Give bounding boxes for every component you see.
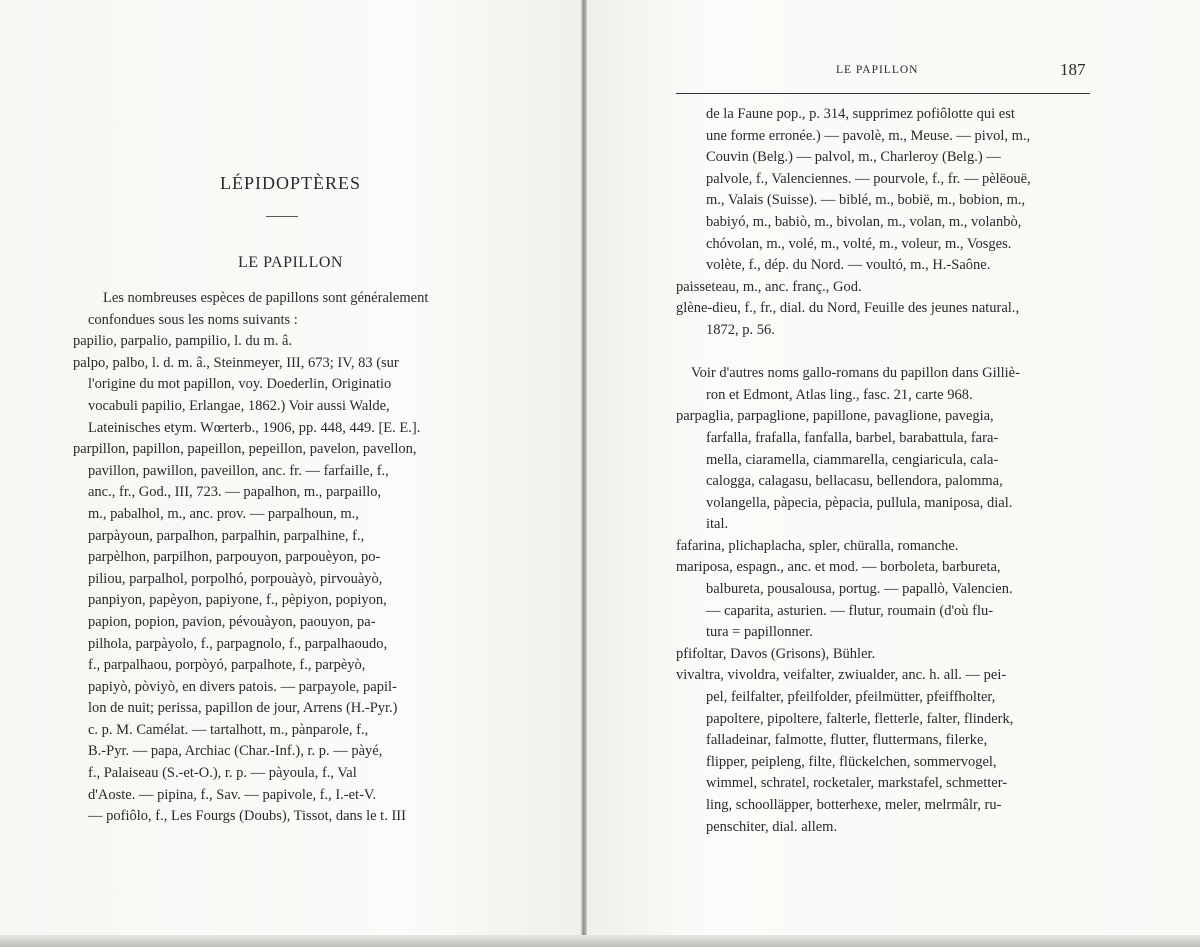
text-line: d'Aoste. — pipina, f., Sav. — papivole, f., I.-et-V. [88,786,377,803]
text-line: falladeinar, falmotte, flutter, fluttermans, filerke, [706,732,988,749]
text-line: ital. [706,516,729,533]
text-line: penschiter, dial. allem. [706,818,838,835]
text-line: lon de nuit; perissa, papillon de jour, Arrens (H.-Pyr.) [88,700,398,717]
text-line: pfifoltar, Davos (Grisons), Bühler. [676,645,876,662]
text-line: f., parpalhaou, porpòyó, parpalhote, f., parpèyò, [88,657,366,674]
text-line: papilio, parpalio, pampilio, l. du m. â. [73,333,293,350]
text-line: pilhola, parpàyolo, f., parpagnolo, f., parpalhaoudo, [88,635,388,652]
text-line: balbureta, pousalousa, portug. — papallò, Valencien. [706,581,1013,598]
text-line: pel, feilfalter, pfeilfolder, pfeilmütter, pfeiffholter, [706,689,996,706]
title-divider [266,216,298,217]
text-line: l'origine du mot papillon, voy. Doederlin, Originatio [88,376,392,393]
text-line: piliou, parpalhol, porpolhó, porpouàyò, pirvouàyò, [88,570,383,587]
text-line: parpaglia, parpaglione, papillone, pavaglione, pavegia, [676,408,994,425]
running-head: LE PAPILLON [836,64,919,76]
text-line: m., pabalhol, m., anc. prov. — parpalhoun, m., [88,505,359,522]
text-line: — caparita, asturien. — flutur, roumain (d'où flu- [706,602,994,619]
text-line: une forme erronée.) — pavolè, m., Meuse. — pivol, m., [706,127,1031,144]
text-line: paisseteau, m., anc. franç., God. [676,278,862,295]
text-line: confondues sous les noms suivants : [88,311,298,328]
text-line: c. p. M. Camélat. — tartalhott, m., pànparole, f., [88,721,369,738]
text-line: vocabuli papilio, Erlangae, 1862.) Voir aussi Walde, [88,397,390,414]
text-line: tura = papillonner. [706,624,813,641]
text-line: — pofiôlo, f., Les Fourgs (Doubs), Tissot, dans le t. III [88,808,406,825]
text-line: palpo, palbo, l. d. m. â., Steinmeyer, III, 673; IV, 83 (sur [73,354,399,371]
text-line: vivaltra, vivoldra, veifalter, zwiualder, anc. h. all. — pei- [676,667,1007,684]
text-line: mella, ciaramella, ciammarella, cengiaricula, cala- [706,451,999,468]
text-line: papoltere, pipoltere, falterle, fletterle, falter, flinderk, [706,710,1014,727]
text-line: babiyó, m., babiò, m., bivolan, m., volan, m., volanbò, [706,213,1022,230]
text-line: fafarina, plichaplacha, spler, chüralla, romanche. [676,537,959,554]
text-line: 1872, p. 56. [706,321,775,338]
text-line: anc., fr., God., III, 723. — papalhon, m., parpaillo, [88,484,382,501]
chapter-title: LE PAPILLON [238,254,343,271]
left-page-text [73,288,513,828]
text-line: calogga, calagasu, bellacasu, bellendora, palomma, [706,473,1003,490]
header-rule [676,93,1090,94]
text-line: volangella, pàpecia, pèpacia, pullula, maniposa, dial. [706,494,1013,511]
text-line: ron et Edmont, Atlas ling., fasc. 21, carte 968. [706,386,973,403]
text-line: palvole, f., Valenciennes. — pourvole, f., fr. — pèlëouë, [706,170,1031,187]
text-line: m., Valais (Suisse). — biblé, m., bobië, m., bobion, m., [706,192,1026,209]
text-line: ling, schoolläpper, botterhexe, meler, melrmâlr, ru- [706,797,1002,813]
text-line: Couvin (Belg.) — palvol, m., Charleroy (Belg.) — [706,149,1001,166]
text-line: Voir d'autres noms gallo-romans du papillon dans Gilliè- [691,365,1020,382]
page-bottom-edge [0,935,1200,947]
text-line: glène-dieu, f., fr., dial. du Nord, Feuille des jeunes natural., [676,300,1020,317]
text-line: parpèlhon, parpilhon, parpouyon, parpouèyon, po- [88,549,381,566]
text-line: pavillon, pawillon, paveillon, anc. fr. — farfaille, f., [88,462,389,479]
text-line: farfalla, frafalla, fanfalla, barbel, barabattula, fara- [706,429,999,446]
section-title: LÉPIDOPTÈRES [219,173,361,193]
text-line: papion, popion, pavion, pévouàyon, paouyon, pa- [88,613,376,630]
text-line: de la Faune pop., p. 314, supprimez pofiôlotte qui est [706,106,1015,122]
text-line: panpiyon, papèyon, papiyone, f., pèpiyon, popiyon, [88,592,387,609]
text-line: B.-Pyr. — papa, Archiac (Char.-Inf.), r. p. — pàyé, [88,743,383,760]
text-line: wimmel, schratel, rocketaler, markstafel, schmetter- [706,775,1008,792]
text-line: flipper, peipleng, filte, flückelchen, sommervogel, [706,753,997,770]
right-page-text [676,104,1096,838]
text-line: chóvolan, m., volé, m., volté, m., voleur, m., Vosges. [706,235,1012,252]
text-line: parpillon, papillon, papeillon, pepeillon, pavelon, pavellon, [73,441,417,458]
text-line: papiyò, pòviyò, en divers patois. — parpayole, papil- [88,678,397,695]
page-number: 187 [1060,60,1086,79]
text-line: Lateinisches etym. Wœrterb., 1906, pp. 448, 449. [E. E.]. [88,419,421,436]
text-line: mariposa, espagn., anc. et mod. — borboleta, barbureta, [676,559,1001,576]
text-line: parpàyoun, parpalhon, parpalhin, parpalhine, f., [88,527,365,544]
left-page [0,0,581,947]
text-line [676,342,1096,364]
text-line: Les nombreuses espèces de papillons sont généralement [103,290,429,306]
text-line: f., Palaiseau (S.-et-O.), r. p. — pàyoula, f., Val [88,765,357,782]
text-line: volète, f., dép. du Nord. — voultó, m., H.-Saône. [706,257,991,274]
